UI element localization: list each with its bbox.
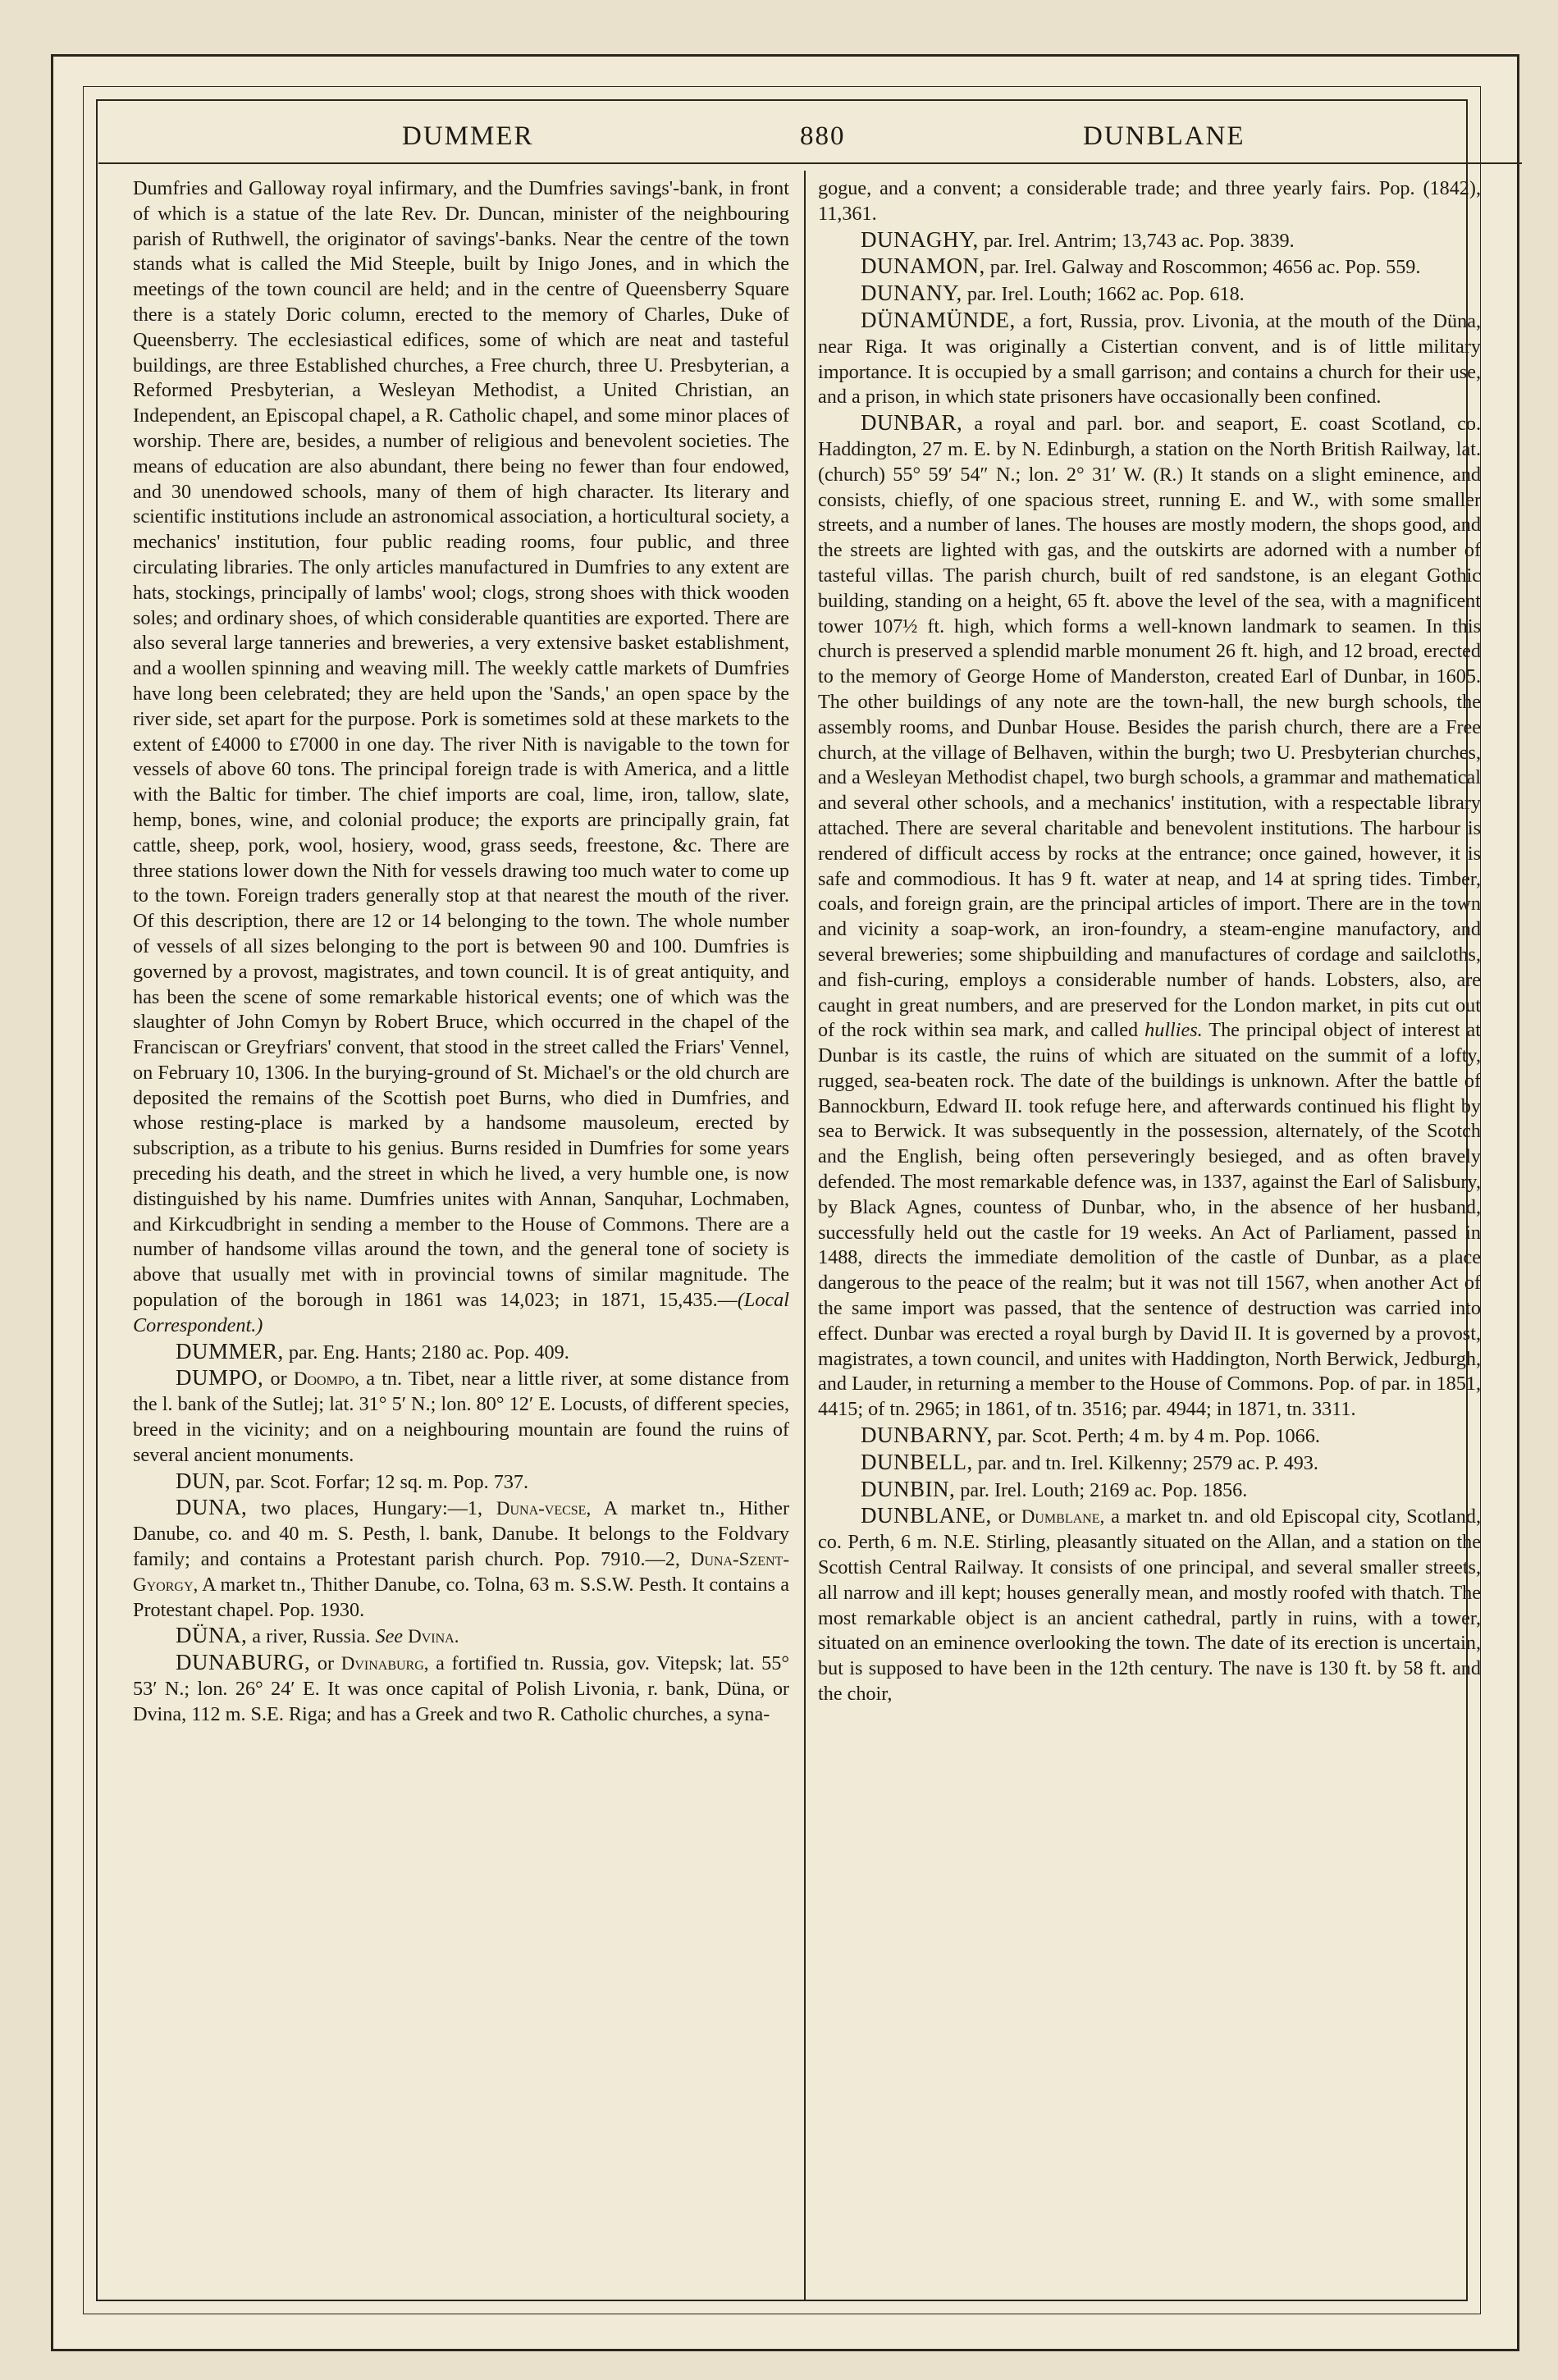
cross-reference-link: Dvina. <box>408 1626 459 1647</box>
running-header <box>57 66 1403 151</box>
entry-duna: DUNA, two places, Hungary:—1, Duna-vecse, A market tn., Hither Danube, co. and 40 m. S. Pesth, l. bank, Danube. It belongs to the Foldvary family; and contains a Protestant parish church. Pop. 7910.—2, Duna-Szent-Gyorgy, A market tn., Thither Danube, co. Tolna, 63 m. S.S.W. Pesth. It contains a Protestant chapel. Pop. 1930. <box>133 1495 789 1621</box>
entry-dunbar: DUNBAR, a royal and parl. bor. and seaport, E. coast Scotland, co. Haddington, 27 m. E. by N. Edinburgh, a station on the North British Railway, lat. (church) 55° 59′ 54″ N.; lon. 2° 31′ W. (R.) It stands on a slight eminence, and consists, chiefly, of one spacious street, running E. and W., with some smaller streets, and a number of lanes. The houses are mostly modern, the shops good, and the streets are lighted with gas, and the outskirts are adorned with a number of tasteful villas. The parish church, built of red sandstone, is an elegant Gothic building, standing on a height, 65 ft. above the level of the sea, with a magnificent tower 107½ ft. high, which forms a well-known landmark to seamen. In this church is preserved a splendid marble monument 26 ft. high, and 12 broad, erected to the memory of George Home of Manderston, created Earl of Dunbar, in 1605. The other buildings of any note are the town-hall, the new burgh schools, the assembly rooms, and Dunbar House. Besides the parish church, there are a Free church, at the village of Belhaven, within the burgh; two U. Presbyterian churches, and a Wesleyan Methodist chapel, two burgh schools, a grammar and mathematical and several other schools, and a mechanics' institution, with a respectable library attached. There are several charitable and benevolent institutions. The harbour is rendered of difficult access by rocks at the entrance; once gained, however, it is safe and commodious. It has 9 ft. water at neap, and 14 at spring tides. Timber, coals, and foreign grain, are the principal articles of import. There are in the town and vicinity a soap-work, an iron-foundry, a steam-engine manufactory, and several breweries; some shipbuilding and manufactures of cordage and sailcloths, and fish-curing, employs a considerable number of hands. Lobsters, also, are caught in great numbers, and are preserved for the London market, in pits cut out of the rock within sea mark, and called hullies. The principal object of interest at Dunbar is its castle, the ruins of which are situated on the summit of a lofty, rugged, sea-beaten rock. The date of the buildings is unknown. After the battle of Bannockburn, Edward II. took refuge here, and afterwards continued his flight by sea to Berwick. It was subsequently in the possession, alternately, of the Scotch and the English, being often perseveringly besieged, and as often bravely defended. The most remarkable defence was, in 1337, against the Earl of Salisbury, by Black Agnes, countess of Dunbar, who, in the absence of her husband, successfully held out the castle for 19 weeks. An Act of Parliament, passed in 1488, directs the immediate demolition of the castle of Dunbar, as a place dangerous to the peace of the realm; but it was not till 1567, when another Act of the same import was passed, that the sentence of destruction was carried into effect. Dunbar was erected a royal burgh by David II. It is governed by a provost, magistrates, a town council, and unites with Haddington, North Berwick, Jedburgh, and Lauder, in returning a member to the House of Commons. Pop. of par. in 1851, 4415; of tn. 2965; in 1861, of tn. 3516; par. 4944; in 1871, tn. 3311. <box>818 410 1481 1421</box>
credit: (Local Correspondent.) <box>133 1289 789 1336</box>
entry-duna-river: DÜNA, a river, Russia. See Dvina. <box>176 1623 459 1648</box>
entry-dunamon: DUNAMON, par. Irel. Galway and Roscommon; 4656 ac. Pop. 559. <box>861 254 1421 279</box>
header-rule <box>98 162 1522 164</box>
headword: DUNAMON, <box>861 254 985 279</box>
entry-dunblane: DUNBLANE, or Dumblane, a market tn. and old Episcopal city, Scotland, co. Perth, 6 m. N.E. Stirling, pleasantly situated on the Allan, and a station on the Scottish Central Railway. It consists of one principal, and several smaller streets, all narrow and ill kept; houses generally mean, and mostly roofed with thatch. The most remarkable object is an ancient cathedral, partly in ruins, with a tower, situated on an eminence overlooking the town. The date of its erection is uncertain, but is supposed to have been in the 12th century. The nave is 130 ft. by 58 ft. and the choir, <box>818 1503 1481 1706</box>
entry-dunamunde: DÜNAMÜNDE, a fort, Russia, prov. Livonia, at the mouth of the Düna, near Riga. It was originally a Cistertian convent, and is of little military importance. It is occupied by a small garrison; and contains a church for their use, and a prison, in which state prisoners have occasionally been confined. <box>818 307 1481 409</box>
headword: DÜNA, <box>176 1623 248 1648</box>
headword: DUMPO, <box>176 1365 264 1391</box>
header-left-word: DUMMER <box>402 121 534 151</box>
left-column <box>133 176 789 2334</box>
headword: DUNBIN, <box>861 1476 956 1501</box>
entry-dumpo: DUMPO, or Doompo, a tn. Tibet, near a little river, at some distance from the l. bank of the Sutlej; lat. 31° 5′ N.; lon. 80° 12′ E. Locusts, of different species, breed in the vicinity; and on a neighbouring mountain are found the ruins of several ancient monuments. <box>133 1365 789 1466</box>
dumfries-continued: Dumfries and Galloway royal infirmary, and the Dumfries savings'-bank, in front of which is a statue of the late Rev. Dr. Duncan, minister of the neighbouring parish of Ruthwell, the originator of savings'-banks. Near the centre of the town stands what is called the Mid Steeple, built by Inigo Jones, and in which the meetings of the town council are held; and in the centre of Queensberry Square there is a stately Doric column, erected to the memory of Charles, Duke of Queensberry. The ecclesiastical edifices, some of which are neat and tasteful buildings, are three Established churches, a Free church, three U. Presbyterian, a Reformed Presbyterian, a Wesleyan Methodist, a United Christian, an Independent, an Episcopal chapel, a R. Catholic chapel, and some minor places of worship. There are, besides, a number of religious and benevolent societies. The means of education are also abundant, there being no fewer than four endowed, and 30 unendowed schools, many of them of high character. Its literary and scientific institutions include an astronomical association, a horticultural society, a mechanics' institution, four public reading rooms, four public, and three circulating libraries. The only articles manufactured in Dumfries to any extent are hats, stockings, principally of lambs' wool; clogs, strong shoes with thick wooden soles; and ordinary shoes, of which considerable quantities are exported. There are also several large tanneries and breweries, a very extensive basket establishment, and a woollen spinning and weaving mill. The weekly cattle markets of Dumfries have long been celebrated; they are held upon the 'Sands,' an open space by the river side, set apart for the purpose. Pork is sometimes sold at these markets to the extent of £4000 to £7000 in one day. The river Nith is navigable to the town for vessels of above 60 tons. The principal foreign trade is with America, and a little with the Baltic for timber. The chief imports are coal, lime, iron, tallow, slate, hemp, bones, wine, and colonial produce; the exports are principally grain, fat cattle, sheep, pork, wool, hosiery, wood, grass seeds, freestone, &c. There are three stations lower down the Nith for vessels drawing too much water to come up to the town. Foreign traders generally stop at that nearest the mouth of the river. Of this description, there are 12 or 14 belonging to the town. The whole number of vessels of all sizes belonging to the port is between 90 and 100. Dumfries is governed by a provost, magistrates, and town council. It is of great antiquity, and has been the scene of some remarkable historical events; one of which was the slaughter of John Comyn by Robert Bruce, which occurred in the chapel of the Franciscan or Greyfriars' convent, that stood in the street called the Friars' Vennel, on February 10, 1306. In the burying-ground of St. Michael's or the old church are deposited the remains of the Scottish poet Burns, who died in Dumfries, and whose resting-place is marked by a handsome mausoleum, erected by subscription, as a tribute to his genius. Burns resided in Dumfries for some years preceding his death, and the street in which he lived, a very humble one, is now distinguished by his name. Dumfries unites with Annan, Sanquhar, Lochmaben, and Kirkcudbright in sending a member to the House of Commons. There are a number of handsome villas around the town, and the general tone of society is above that usually met with in provincial towns of similar magnitude. The population of the borough in 1861 was 14,023; in 1871, 15,435.—(Local Correspondent.) <box>133 177 789 1336</box>
headword: DUNBAR, <box>861 410 963 436</box>
headword: DUNANY, <box>861 281 962 306</box>
dunaburg-continued: gogue, and a convent; a considerable trade; and three yearly fairs. Pop. (1842), 11,361. <box>818 177 1481 225</box>
entry-dunbin: DUNBIN, par. Irel. Louth; 2169 ac. Pop. 1856. <box>861 1476 1248 1501</box>
entry-dunbarny: DUNBARNY, par. Scot. Perth; 4 m. by 4 m. Pop. 1066. <box>861 1423 1320 1448</box>
headword: DUNABURG, <box>176 1650 311 1675</box>
header-right-word: DUNBLANE <box>1083 121 1245 151</box>
headword: DUNBLANE, <box>861 1503 992 1528</box>
column-divider <box>804 171 806 2300</box>
headword: DÜNAMÜNDE, <box>861 307 1016 332</box>
entry-dunaburg: DUNABURG, or Dvinaburg, a fortified tn. Russia, gov. Vitepsk; lat. 55° 53′ N.; lon. 26° 24′ E. It was once capital of Polish Livonia, r. bank, Düna, or Dvina, 112 m. S.E. Riga; and has a Greek and two R. Catholic churches, a syna- <box>133 1650 789 1725</box>
entry-dun: DUN, par. Scot. Forfar; 12 sq. m. Pop. 737. <box>176 1468 529 1493</box>
entry-dunaghy: DUNAGHY, par. Irel. Antrim; 13,743 ac. Pop. 3839. <box>861 226 1295 252</box>
entry-dunbell: DUNBELL, par. and tn. Irel. Kilkenny; 2579 ac. P. 493. <box>861 1449 1318 1474</box>
headword: DUNAGHY, <box>861 226 979 252</box>
headword: DUNBELL, <box>861 1449 973 1474</box>
entry-dummer: DUMMER, par. Eng. Hants; 2180 ac. Pop. 409. <box>176 1338 569 1364</box>
right-column <box>818 176 1481 2334</box>
headword: DUN, <box>176 1468 231 1493</box>
headword: DUNA, <box>176 1495 248 1520</box>
headword: DUMMER, <box>176 1338 284 1364</box>
headword: DUNBARNY, <box>861 1423 993 1448</box>
page-number: 880 <box>800 121 846 151</box>
entry-dunany: DUNANY, par. Irel. Louth; 1662 ac. Pop. 618. <box>861 281 1245 306</box>
